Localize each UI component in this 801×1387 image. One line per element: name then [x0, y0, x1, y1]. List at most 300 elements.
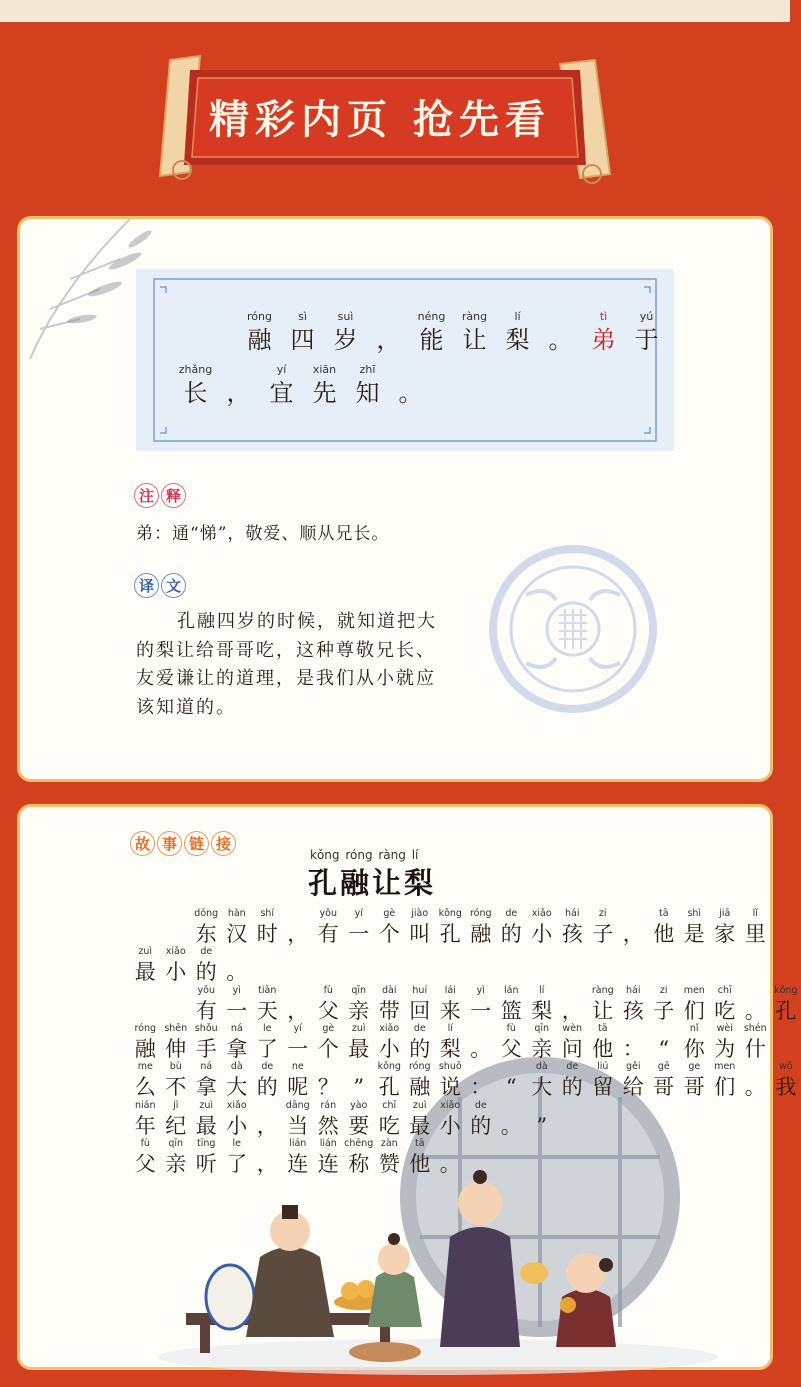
ruby-char [618, 1060, 649, 1100]
hanzi: 赞 [378, 1151, 400, 1176]
hanzi: 宜 [269, 379, 294, 407]
verse-line-1 [238, 309, 668, 355]
pinyin: qīn [168, 1137, 184, 1149]
hanzi: 。 [548, 326, 573, 354]
story-line [130, 945, 252, 985]
ruby-char [222, 984, 253, 1024]
hanzi: 。 [439, 1151, 461, 1176]
translation-text: 孔融四岁的时候，就知道把大的梨让给哥哥吃，这种尊敬兄长、友爱谦让的道理，是我们从小就应该知道的。 [136, 611, 437, 718]
ruby-char [324, 309, 367, 355]
hanzi: 个 [378, 922, 400, 946]
ruby-char [252, 1137, 283, 1177]
pinyin: ná [200, 1061, 213, 1073]
pinyin: le [232, 1137, 241, 1149]
hanzi: 先 [312, 379, 337, 407]
pinyin: fù [140, 1137, 150, 1149]
hanzi: 。 [226, 960, 248, 985]
pinyin: fù [323, 984, 333, 996]
pinyin: de [413, 1022, 426, 1034]
pinyin: suì [337, 310, 354, 323]
pinyin: yí [293, 1022, 302, 1034]
story-card [17, 804, 798, 1370]
pinyin: hái [565, 908, 580, 919]
hanzi: 拿 [195, 1075, 217, 1100]
hanzi: 称 [348, 1151, 370, 1176]
story-title: 孔融让梨 [308, 866, 437, 900]
hanzi: 。 [744, 1075, 766, 1100]
pinyin: lí [539, 984, 545, 996]
hanzi: 的 [409, 1036, 431, 1061]
hanzi: 一 [348, 922, 370, 946]
pinyin: ne [291, 1061, 304, 1073]
hanzi: 家 [714, 922, 736, 946]
ruby-char [466, 1099, 497, 1139]
hanzi: 哥 [653, 1075, 675, 1100]
pinyin: shén [743, 1022, 767, 1034]
hanzi: 。 [500, 1113, 522, 1138]
hanzi: 的 [195, 960, 217, 985]
pinyin: shēn [164, 1022, 188, 1034]
story-line [130, 1022, 771, 1062]
hanzi: “ [658, 1036, 670, 1061]
pinyin: bù [169, 1061, 182, 1073]
hanzi: 最 [195, 1113, 217, 1138]
ruby-char [435, 984, 466, 1024]
ruby-char [625, 309, 668, 355]
pinyin: shuō [438, 1061, 462, 1073]
ruby-char [344, 1022, 375, 1062]
pinyin: de [566, 1061, 579, 1073]
pinyin: huí [412, 984, 428, 996]
ruby-char [130, 945, 161, 985]
ruby-char [367, 309, 410, 355]
ruby-char [313, 1137, 344, 1177]
ruby-char [710, 1060, 741, 1100]
pinyin: néng [417, 310, 446, 323]
ruby-char [496, 984, 527, 1024]
pinyin: kǒng [438, 908, 462, 919]
pinyin: yì [232, 984, 241, 996]
notes-tag-char: 释 [161, 483, 186, 508]
pinyin: xiǎo [379, 1022, 400, 1034]
ruby-char [405, 1060, 436, 1100]
hanzi: 最 [134, 960, 156, 985]
ruby-char [191, 945, 222, 985]
story-line [130, 1137, 466, 1177]
story-line [130, 1099, 557, 1139]
ruby-char [303, 362, 346, 408]
pinyin: yǒu [319, 908, 337, 919]
hanzi: 梨 [531, 998, 553, 1023]
pinyin: hàn [227, 908, 246, 919]
hanzi: ？ [317, 1075, 339, 1100]
ruby-char [389, 362, 432, 408]
hanzi: ： [470, 1075, 492, 1100]
top-strip [0, 0, 790, 22]
hanzi: 汉 [226, 922, 248, 946]
hanzi: 为 [714, 1036, 736, 1061]
ruby-char [649, 1022, 680, 1062]
pinyin: shí [260, 908, 275, 919]
ruby-char [527, 1022, 558, 1062]
pinyin: lán [504, 984, 519, 996]
hanzi: 小 [439, 1113, 461, 1138]
hanzi: 连 [317, 1151, 339, 1176]
pinyin: xiǎo [165, 946, 186, 958]
hanzi: 融 [409, 1075, 431, 1100]
ruby-char [344, 1060, 375, 1100]
pinyin: chī [382, 1099, 397, 1111]
hanzi: 拿 [226, 1036, 248, 1061]
ruby-char [740, 907, 771, 947]
hanzi: ” [536, 1113, 548, 1138]
ruby-char [313, 1022, 344, 1062]
hanzi: 个 [317, 1036, 339, 1061]
verse-box [136, 269, 674, 451]
pinyin: qīn [351, 984, 367, 996]
ruby-char [496, 907, 527, 947]
hanzi: ， [256, 1113, 278, 1138]
ruby-char [466, 1022, 497, 1062]
ruby-char [740, 984, 771, 1024]
hanzi: 孔 [439, 922, 461, 946]
hanzi: 小 [531, 922, 553, 946]
pinyin: tā [414, 1137, 425, 1149]
pinyin: sì [298, 310, 307, 323]
ruby-char [679, 984, 710, 1024]
ruby-char [618, 907, 649, 947]
ruby-char [374, 1022, 405, 1062]
pinyin: lǐ [752, 908, 758, 919]
ruby-char [527, 984, 558, 1024]
pinyin: gè [383, 908, 396, 919]
pinyin: de [200, 946, 213, 958]
pinyin: yí [276, 363, 287, 376]
hanzi: 带 [378, 998, 400, 1023]
hanzi: 让 [462, 326, 487, 354]
ruby-char [405, 907, 436, 947]
pinyin: men [683, 984, 705, 996]
ruby-char [710, 984, 741, 1024]
hanzi: 小 [165, 960, 187, 985]
hanzi: 问 [561, 1036, 583, 1061]
ruby-char [238, 309, 281, 355]
notes-text: 弟：通“悌”，敬爱、顺从兄长。 [136, 524, 390, 544]
pinyin: de [505, 908, 518, 919]
hanzi: 么 [134, 1075, 156, 1100]
pinyin: jiào [411, 908, 429, 919]
ruby-char [374, 984, 405, 1024]
verse-line-2 [174, 362, 432, 408]
ruby-char [466, 907, 497, 947]
pinyin: rán [320, 1099, 337, 1111]
pinyin: nián [134, 1099, 156, 1111]
story-tag-char: 链 [184, 831, 209, 856]
pinyin: wǒ [778, 1061, 793, 1073]
hanzi: 吃 [714, 998, 736, 1023]
ruby-char [252, 1022, 283, 1062]
ruby-char [260, 362, 303, 408]
ruby-char [161, 1022, 192, 1062]
hanzi: 天 [256, 998, 278, 1023]
ruby-char [582, 309, 625, 355]
hanzi: 有 [195, 998, 217, 1023]
translation-tag-char: 译 [134, 573, 159, 598]
ruby-char [252, 1099, 283, 1139]
pinyin: xiān [312, 363, 337, 376]
ruby-char [130, 1022, 161, 1062]
story-tag-char: 故 [130, 831, 155, 856]
hanzi: 父 [317, 998, 339, 1023]
ruby-char [710, 1022, 741, 1062]
hanzi: 东 [195, 922, 217, 946]
pinyin: lí [514, 310, 521, 323]
frame-border [136, 269, 674, 451]
hanzi: 来 [439, 998, 461, 1023]
hanzi: 了 [226, 1151, 248, 1176]
pinyin: nǐ [689, 1022, 699, 1034]
ruby-char [405, 984, 436, 1024]
ruby-char [174, 362, 217, 408]
hanzi: 纪 [165, 1113, 187, 1138]
hanzi: 呢 [287, 1075, 309, 1100]
ruby-char [618, 984, 649, 1024]
pinyin: ràng [591, 984, 614, 996]
hanzi: 的 [470, 1113, 492, 1138]
ruby-char [222, 1099, 253, 1139]
ruby-char [283, 1060, 314, 1100]
pinyin: jì [173, 1099, 179, 1111]
hanzi: 融 [134, 1036, 156, 1061]
pinyin: me [137, 1061, 153, 1073]
hanzi: 他 [653, 922, 675, 946]
hanzi: 手 [195, 1036, 217, 1061]
pinyin: liú [597, 1061, 609, 1073]
pinyin: tīng [197, 1137, 216, 1149]
ruby-char [161, 945, 192, 985]
hanzi: 说 [439, 1075, 461, 1100]
hanzi: 大 [226, 1075, 248, 1100]
story-title-pinyin: kǒng róng ràng lí [310, 848, 419, 862]
ruby-char [374, 1137, 405, 1177]
pinyin: róng [469, 908, 492, 919]
ruby-char [283, 907, 314, 947]
translation-tag-char: 文 [161, 573, 186, 598]
hanzi: 了 [256, 1036, 278, 1061]
ruby-char [557, 907, 588, 947]
hanzi: 要 [348, 1113, 370, 1138]
hanzi: 有 [317, 922, 339, 946]
ruby-char [346, 362, 389, 408]
ruby-char [161, 1137, 192, 1177]
ruby-char [161, 1060, 192, 1100]
hanzi: 什 [744, 1036, 766, 1061]
notes-tag-char: 注 [134, 483, 159, 508]
story-tag [130, 831, 236, 856]
hanzi: 于 [634, 326, 659, 354]
hanzi: 的 [561, 1075, 583, 1100]
hanzi: 不 [165, 1075, 187, 1100]
ruby-char [313, 907, 344, 947]
ruby-char [405, 1099, 436, 1139]
ruby-char [771, 984, 801, 1024]
hanzi: 子 [592, 922, 614, 946]
pinyin: zhī [359, 363, 376, 376]
ruby-char [222, 1022, 253, 1062]
ruby-char [222, 1060, 253, 1100]
pinyin: chēng [344, 1137, 374, 1149]
pinyin: jiā [719, 908, 731, 919]
ruby-char [435, 1137, 466, 1177]
ruby-char [191, 907, 222, 947]
ruby-char [130, 1099, 161, 1139]
hanzi: 当 [287, 1113, 309, 1138]
ruby-char [217, 362, 260, 408]
ruby-char [283, 1099, 314, 1139]
translation-tag [134, 573, 186, 598]
pinyin: zuì [351, 1022, 366, 1034]
hanzi: 融 [247, 326, 272, 354]
ruby-char [618, 1022, 649, 1062]
pinyin: tā [597, 1022, 608, 1034]
hanzi: 。 [744, 998, 766, 1023]
pinyin: le [263, 1022, 272, 1034]
hanzi: 孔 [775, 998, 797, 1023]
hanzi: 时 [256, 922, 278, 946]
ruby-char [130, 1137, 161, 1177]
ruby-char [679, 1060, 710, 1100]
hanzi: 四 [290, 326, 315, 354]
ruby-char [649, 907, 680, 947]
ruby-char [588, 907, 619, 947]
ruby-char [496, 1060, 527, 1100]
hanzi: 让 [592, 998, 614, 1023]
ruby-char [281, 309, 324, 355]
pinyin: chī [717, 984, 732, 996]
hanzi: ， [287, 998, 309, 1023]
hanzi: 给 [622, 1075, 644, 1100]
ruby-char [557, 1022, 588, 1062]
pinyin: lí [447, 1022, 453, 1034]
banner-title: 精彩内页 抢先看 [209, 97, 551, 143]
ruby-char [191, 1137, 222, 1177]
pinyin: gè [322, 1022, 335, 1034]
ruby-char [435, 1099, 466, 1139]
ruby-char [374, 1060, 405, 1100]
hanzi: 们 [683, 998, 705, 1023]
hanzi: 哥 [683, 1075, 705, 1100]
ruby-char [649, 1060, 680, 1100]
pinyin: róng [134, 1022, 157, 1034]
hanzi: 。 [398, 379, 423, 407]
ruby-char [496, 1022, 527, 1062]
verse-card [17, 216, 773, 782]
ruby-char [771, 1060, 801, 1100]
pinyin: dà [230, 1061, 243, 1073]
hanzi: 你 [683, 1036, 705, 1061]
ruby-char [649, 984, 680, 1024]
pinyin: tiān [258, 984, 277, 996]
hanzi: 他 [592, 1036, 614, 1061]
hanzi: 一 [470, 998, 492, 1023]
hanzi: 大 [531, 1075, 553, 1100]
story-tag-char: 事 [157, 831, 182, 856]
ruby-char [496, 309, 539, 355]
hanzi: 亲 [348, 998, 370, 1023]
ruby-char [313, 1099, 344, 1139]
ruby-char [374, 1099, 405, 1139]
ruby-char [222, 1137, 253, 1177]
pinyin: róng [247, 310, 272, 323]
ruby-char [527, 907, 558, 947]
ruby-char [130, 1060, 161, 1100]
ruby-char [405, 1022, 436, 1062]
ruby-char [588, 984, 619, 1024]
hanzi: ， [561, 998, 583, 1023]
story-tag-char: 接 [211, 831, 236, 856]
ruby-char [283, 984, 314, 1024]
ruby-char [740, 1060, 771, 1100]
pinyin: lián [319, 1137, 337, 1149]
ruby-char [557, 984, 588, 1024]
ruby-char [252, 984, 283, 1024]
pinyin: gē [657, 1061, 670, 1073]
story-line [191, 984, 801, 1024]
notes-tag [134, 483, 186, 508]
hanzi: 他 [409, 1151, 431, 1176]
ruby-char [496, 1099, 527, 1139]
ruby-char [435, 1022, 466, 1062]
hanzi: ” [353, 1075, 365, 1100]
pinyin: ràng [461, 310, 488, 323]
ruby-char [466, 984, 497, 1024]
hanzi: 篮 [500, 998, 522, 1023]
pinyin: xiǎo [226, 1099, 247, 1111]
hanzi: 里 [744, 922, 766, 946]
pinyin: dōng [194, 908, 219, 919]
ruby-char [435, 1060, 466, 1100]
ruby-char [557, 1060, 588, 1100]
pinyin: zhǎng [178, 363, 213, 376]
pinyin: men [714, 1061, 736, 1073]
ruby-char [191, 1022, 222, 1062]
ruby-char [527, 1099, 558, 1139]
pinyin: zi [598, 908, 607, 919]
hanzi: 然 [317, 1113, 339, 1138]
pinyin: shǒu [194, 1022, 218, 1034]
hanzi: 长 [183, 379, 208, 407]
hanzi: 亲 [531, 1036, 553, 1061]
ruby-char [344, 1137, 375, 1177]
ruby-char [679, 907, 710, 947]
ruby-char [405, 1137, 436, 1177]
ruby-char [679, 1022, 710, 1062]
hanzi: 一 [287, 1036, 309, 1061]
hanzi: ， [256, 1151, 278, 1176]
hanzi: 孩 [622, 998, 644, 1023]
pinyin: kǒng [774, 984, 798, 996]
pinyin: yì [476, 984, 485, 996]
ruby-char [410, 309, 453, 355]
hanzi: 父 [500, 1036, 522, 1061]
ruby-char [588, 1060, 619, 1100]
pinyin: shì [687, 908, 702, 919]
ruby-char [740, 1022, 771, 1062]
hanzi: 连 [287, 1151, 309, 1176]
hanzi: 的 [500, 922, 522, 946]
ruby-char [344, 907, 375, 947]
pinyin: róng [408, 1061, 431, 1073]
